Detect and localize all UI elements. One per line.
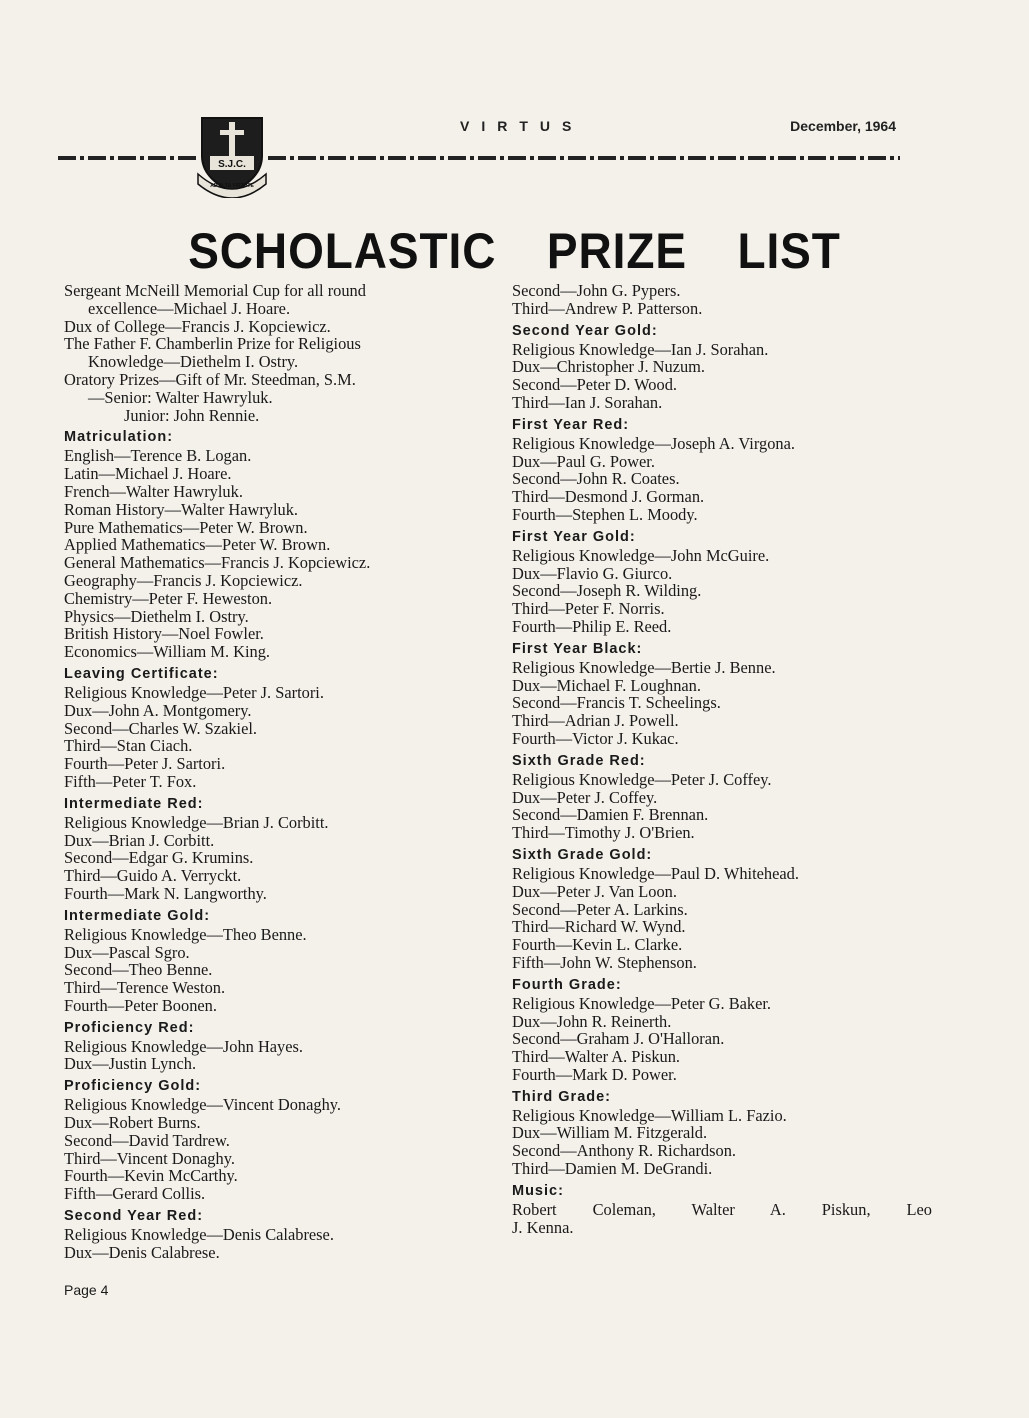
prize-entry: Geography—Francis J. Kopciewicz.	[64, 570, 303, 590]
prize-entry: Third—Vincent Donaghy.	[64, 1148, 235, 1168]
prize-entry: Dux—Peter J. Coffey.	[512, 787, 658, 807]
prize-entry: Religious Knowledge—Vincent Donaghy.	[64, 1095, 341, 1115]
prize-entry: Fourth—Kevin L. Clarke.	[512, 935, 683, 955]
prize-entry: Third—Timothy J. O'Brien.	[512, 823, 695, 843]
prize-entry: Dux—Paul G. Power.	[512, 451, 655, 471]
section-heading: Third Grade:	[512, 1088, 612, 1105]
right-column	[512, 282, 932, 1236]
prize-entry: Religious Knowledge—John Hayes.	[64, 1036, 304, 1056]
prize-entry: Dux—Brian J. Corbitt.	[64, 830, 215, 850]
prize-entry: Dux—Peter J. Van Loon.	[512, 881, 677, 901]
prize-entry: Physics—Diethelm I. Ostry.	[64, 606, 249, 626]
prize-entry: Third—Walter A. Piskun.	[512, 1047, 681, 1067]
prize-entry: Religious Knowledge—Peter J. Sartori.	[64, 682, 324, 702]
section-heading: Leaving Certificate:	[64, 665, 219, 682]
page-number: Page 4	[64, 1282, 109, 1298]
prize-entry: Religious Knowledge—Denis Calabrese.	[64, 1225, 334, 1245]
prize-entry: Third—Terence Weston.	[64, 978, 226, 998]
prize-entry: Chemistry—Peter F. Heweston.	[64, 588, 273, 608]
prize-entry: Dux—John A. Montgomery.	[64, 700, 252, 720]
prize-entry: Third—Guido A. Verryckt.	[64, 866, 242, 886]
prize-entry: Second—John G. Pypers.	[512, 281, 681, 300]
prize-entry: Fifth—Gerard Collis.	[64, 1184, 206, 1204]
prize-entry: Junior: John Rennie.	[124, 405, 260, 425]
prize-entry: J. Kenna.	[512, 1217, 574, 1237]
prize-entry: Religious Knowledge—Ian J. Sorahan.	[512, 339, 769, 359]
prize-entry: Oratory Prizes—Gift of Mr. Steedman, S.M.	[64, 369, 356, 389]
prize-entry: Fourth—Mark D. Power.	[512, 1064, 677, 1084]
prize-entry: Fourth—Stephen L. Moody.	[512, 504, 698, 524]
prize-entry: excellence—Michael J. Hoare.	[88, 298, 291, 318]
section-heading: Proficiency Red:	[64, 1019, 195, 1036]
prize-entry: Second—Theo Benne.	[64, 960, 213, 980]
section-heading: First Year Red:	[512, 416, 630, 433]
section-heading: Second Year Gold:	[512, 322, 658, 339]
prize-entry: Dux—Justin Lynch.	[64, 1054, 197, 1074]
prize-entry: Fifth—Peter T. Fox.	[64, 771, 197, 791]
prize-entry: Third—Ian J. Sorahan.	[512, 392, 663, 412]
prize-entry: Pure Mathematics—Peter W. Brown.	[64, 517, 308, 537]
prize-entry: Third—Richard W. Wynd.	[512, 917, 686, 937]
prize-entry: Second—Peter D. Wood.	[512, 375, 677, 395]
prize-entry: Religious Knowledge—Theo Benne.	[64, 924, 307, 944]
prize-entry: Religious Knowledge—William L. Fazio.	[512, 1105, 787, 1125]
section-heading: Second Year Red:	[64, 1208, 204, 1225]
section-heading: First Year Gold:	[512, 528, 636, 545]
prize-entry: Second—John R. Coates.	[512, 469, 680, 489]
prize-entry: Dux—Pascal Sgro.	[64, 942, 190, 962]
section-heading: Sixth Grade Gold:	[512, 846, 653, 863]
prize-entry: Religious Knowledge—Joseph A. Virgona.	[512, 433, 795, 453]
prize-entry: Religious Knowledge—Bertie J. Benne.	[512, 657, 776, 677]
header-rule-right	[268, 156, 900, 160]
prize-entry: French—Walter Hawryluk.	[64, 481, 243, 501]
prize-entry: —Senior: Walter Hawryluk.	[88, 387, 273, 407]
magazine-title: VIRTUS	[460, 118, 584, 134]
prize-entry: Second—Damien F. Brennan.	[512, 805, 709, 825]
prize-entry: Latin—Michael J. Hoare.	[64, 464, 232, 484]
prize-entry: Third—Andrew P. Patterson.	[512, 298, 703, 318]
prize-entry: Third—Peter F. Norris.	[512, 599, 665, 619]
prize-entry: Third—Adrian J. Powell.	[512, 711, 679, 731]
prize-entry: Dux of College—Francis J. Kopciewicz.	[64, 316, 331, 336]
prize-entry: General Mathematics—Francis J. Kopciewicz.	[64, 553, 371, 573]
prize-entry: Applied Mathematics—Peter W. Brown.	[64, 535, 331, 555]
prize-entry: British History—Noel Fowler.	[64, 624, 264, 644]
prize-entry: Second—Charles W. Szakiel.	[64, 718, 258, 738]
prize-entry: Dux—Robert Burns.	[64, 1113, 201, 1133]
header-rule-left	[58, 156, 198, 160]
prize-entry: Second—David Tardrew.	[64, 1130, 230, 1150]
page-header	[0, 0, 1029, 200]
prize-entry: Knowledge—Diethelm I. Ostry.	[88, 352, 299, 372]
prize-entry: Fourth—Victor J. Kukac.	[512, 728, 679, 748]
prize-entry: Fourth—Mark N. Langworthy.	[64, 883, 267, 903]
prize-entry: Dux—Michael F. Loughnan.	[512, 675, 701, 695]
section-heading: Proficiency Gold:	[64, 1078, 202, 1095]
section-heading: Intermediate Gold:	[64, 907, 211, 924]
prize-entry: Dux—Denis Calabrese.	[64, 1242, 220, 1262]
crest-initials: S.J.C.	[218, 159, 246, 170]
page-title: SCHOLASTIC PRIZE LIST	[188, 223, 841, 279]
prize-entry: Religious Knowledge—Brian J. Corbitt.	[64, 812, 329, 832]
prize-entry: Second—Francis T. Scheelings.	[512, 693, 721, 713]
section-heading: First Year Black:	[512, 640, 643, 657]
section-heading: Fourth Grade:	[512, 976, 622, 993]
prize-entry: Dux—Christopher J. Nuzum.	[512, 357, 706, 377]
prize-entry: Second—Peter A. Larkins.	[512, 899, 688, 919]
prize-entry: Third—Damien M. DeGrandi.	[512, 1159, 713, 1179]
left-column	[64, 282, 484, 1262]
prize-entry: Religious Knowledge—Peter J. Coffey.	[512, 769, 772, 789]
prize-entry: Religious Knowledge—Paul D. Whitehead.	[512, 863, 799, 883]
prize-entry: Religious Knowledge—Peter G. Baker.	[512, 993, 772, 1013]
section-heading: Music:	[512, 1182, 564, 1199]
prize-entry: The Father F. Chamberlin Prize for Religious	[64, 334, 361, 354]
prize-entry: Fourth—Philip E. Reed.	[512, 616, 672, 636]
prize-entry: Fifth—John W. Stephenson.	[512, 952, 697, 972]
prize-entry: Second—Edgar G. Krumins.	[64, 848, 254, 868]
prize-entry: Third—Desmond J. Gorman.	[512, 487, 705, 507]
prize-entry: Dux—Flavio G. Giurco.	[512, 563, 673, 583]
prize-entry: Second—Graham J. O'Halloran.	[512, 1029, 725, 1049]
prize-entry: Roman History—Walter Hawryluk.	[64, 499, 299, 519]
section-heading: Matriculation:	[64, 429, 174, 446]
college-crest-icon	[196, 112, 268, 198]
prize-entry: Robert Coleman, Walter A. Piskun, Leo	[512, 1199, 932, 1219]
prize-entry: Fourth—Kevin McCarthy.	[64, 1166, 238, 1186]
section-heading: Sixth Grade Red:	[512, 752, 646, 769]
crest-motto: AD ALTA VIRTUTE	[210, 183, 254, 189]
prize-entry: Second—Anthony R. Richardson.	[512, 1141, 736, 1161]
prize-entry: Dux—William M. Fitzgerald.	[512, 1123, 708, 1143]
prize-entry: Religious Knowledge—John McGuire.	[512, 545, 770, 565]
prize-entry: Second—Joseph R. Wilding.	[512, 581, 702, 601]
prize-entry: Dux—John R. Reinerth.	[512, 1011, 672, 1031]
issue-date: December, 1964	[790, 118, 896, 134]
prize-entry: Fourth—Peter J. Sartori.	[64, 754, 226, 774]
prize-entry: Economics—William M. King.	[64, 642, 271, 662]
section-heading: Intermediate Red:	[64, 795, 204, 812]
prize-entry: Third—Stan Ciach.	[64, 736, 193, 756]
prize-entry: Sergeant McNeill Memorial Cup for all round	[64, 281, 366, 300]
prize-entry: Fourth—Peter Boonen.	[64, 995, 217, 1015]
prize-entry: English—Terence B. Logan.	[64, 446, 252, 466]
